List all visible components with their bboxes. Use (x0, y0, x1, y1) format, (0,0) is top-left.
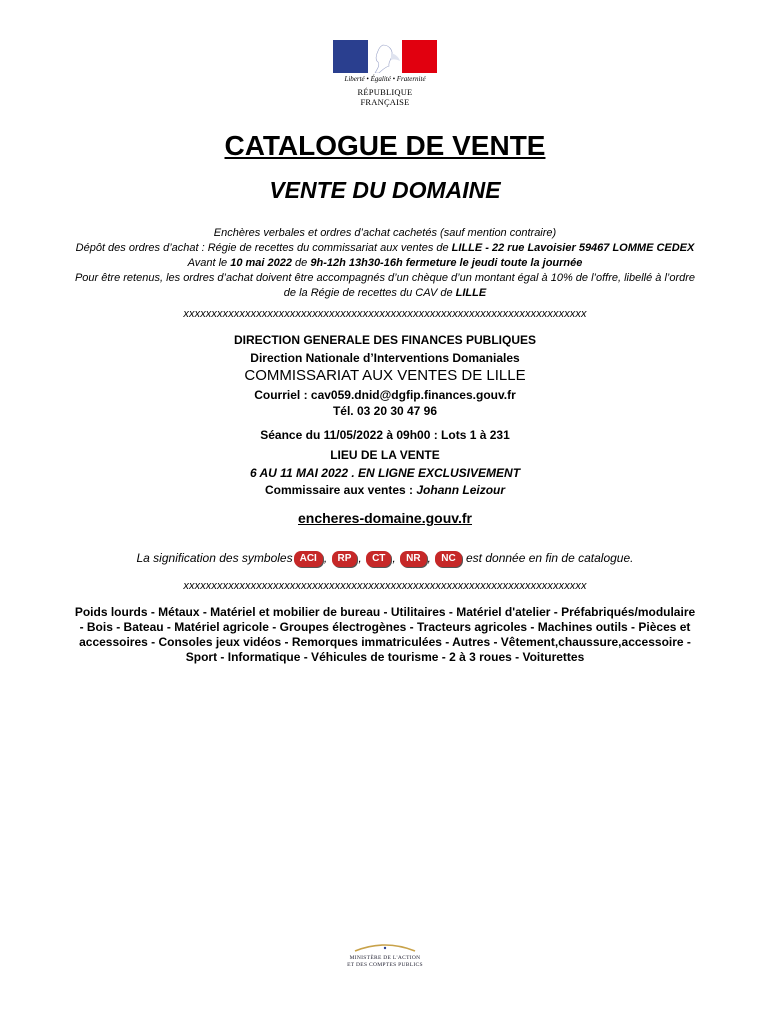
ministry-line-1: MINISTÈRE DE L'ACTION (349, 955, 421, 961)
symbol-aci-badge: ACI (294, 551, 323, 567)
republic-name: RÉPUBLIQUE FRANÇAISE (357, 87, 413, 107)
auctioneer-name: Johann Leizour (416, 483, 506, 497)
ministry-logo (335, 942, 435, 972)
republique-francaise-logo (333, 40, 437, 107)
symbol-nr-badge: NR (400, 551, 426, 567)
session-line: Séance du 11/05/2022 à 09h00 : Lots 1 à 231 (260, 428, 510, 442)
ministry-line-2: ET DES COMPTES PUBLICS (347, 962, 423, 968)
categories-line-2: - Bois - Bateau - Matériel agricole - Groupes électrogènes - Tracteurs agricoles - Machines outils - Pièces et (79, 620, 691, 634)
separator: xxxxxxxxxxxxxxxxxxxxxxxxxxxxxxxxxxxxxxxxxxxxxxxxxxxxxxxxxxxxxxxxxxxxxxxx (183, 308, 587, 320)
ministry-arc-icon (353, 942, 417, 952)
categories-line-1: Poids lourds - Métaux - Matériel et mobilier de bureau - Utilitaires - Matériel d'atelier - Préfabriqués/modulaire (74, 605, 696, 619)
website-link[interactable]: encheres-domaine.gouv.fr (297, 510, 472, 526)
conditions-line-4: Pour être retenus, les ordres d’achat doivent être accompagnés d’un chèque d’un montant égal à 10% de l’offre, libellé à l’ordre (74, 272, 696, 284)
motto: Liberté • Égalité • Fraternité (344, 75, 426, 83)
symbols-legend-line: La signification des symboles ACI , RP , CT , NR , NC est donnée en fin de catalogue. (136, 551, 634, 566)
conditions-line-1: Enchères verbales et ordres d’achat cachetés (sauf mention contraire) (213, 227, 557, 239)
page-title: CATALOGUE DE VENTE (224, 130, 546, 161)
conditions-line-3: Avant le 10 mai 2022 de 9h-12h 13h30-16h fermeture le jeudi toute la journée (187, 257, 583, 269)
symbol-rp-badge: RP (332, 551, 358, 567)
page-subtitle: VENTE DU DOMAINE (269, 177, 501, 203)
phone-line: Tél. 03 20 30 47 96 (332, 404, 438, 418)
french-flag-icon (333, 40, 437, 73)
separator: xxxxxxxxxxxxxxxxxxxxxxxxxxxxxxxxxxxxxxxxxxxxxxxxxxxxxxxxxxxxxxxxxxxxxxxx (183, 580, 587, 592)
direction-name: DIRECTION GENERALE DES FINANCES PUBLIQUES (233, 333, 537, 347)
conditions-line-2: Dépôt des ordres d’achat : Régie de recettes du commissariat aux ventes de LILLE - 22 rue Lavoisier 59467 LOMME CEDEX (75, 242, 695, 254)
symbol-nc-badge: NC (435, 551, 461, 567)
auctioneer-line: Commissaire aux ventes : Johann Leizour (264, 483, 506, 497)
dnid-name: Direction Nationale d’Interventions Domaniales (250, 351, 520, 365)
venue-label: LIEU DE LA VENTE (330, 448, 440, 462)
venue-dates: 6 AU 11 MAI 2022 . EN LIGNE EXCLUSIVEMENT (249, 466, 521, 480)
categories-line-3: accessoires - Consoles jeux vidéos - Remorques immatriculées - Autres - Vêtement,chaussure,accessoire - (79, 635, 691, 649)
sale-conditions (55, 226, 715, 301)
symbol-ct-badge: CT (366, 551, 391, 567)
categories-line-4: Sport - Informatique - Véhicules de tourisme - 2 à 3 roues - Voiturettes (185, 650, 585, 664)
categories-list (48, 605, 722, 665)
email-line: Courriel : cav059.dnid@dgfip.finances.gouv.fr (254, 388, 516, 402)
conditions-line-5: de la Régie de recettes du CAV de LILLE (283, 287, 487, 299)
marianne-icon (369, 43, 401, 73)
commissariat-name: COMMISSARIAT AUX VENTES DE LILLE (244, 367, 526, 384)
